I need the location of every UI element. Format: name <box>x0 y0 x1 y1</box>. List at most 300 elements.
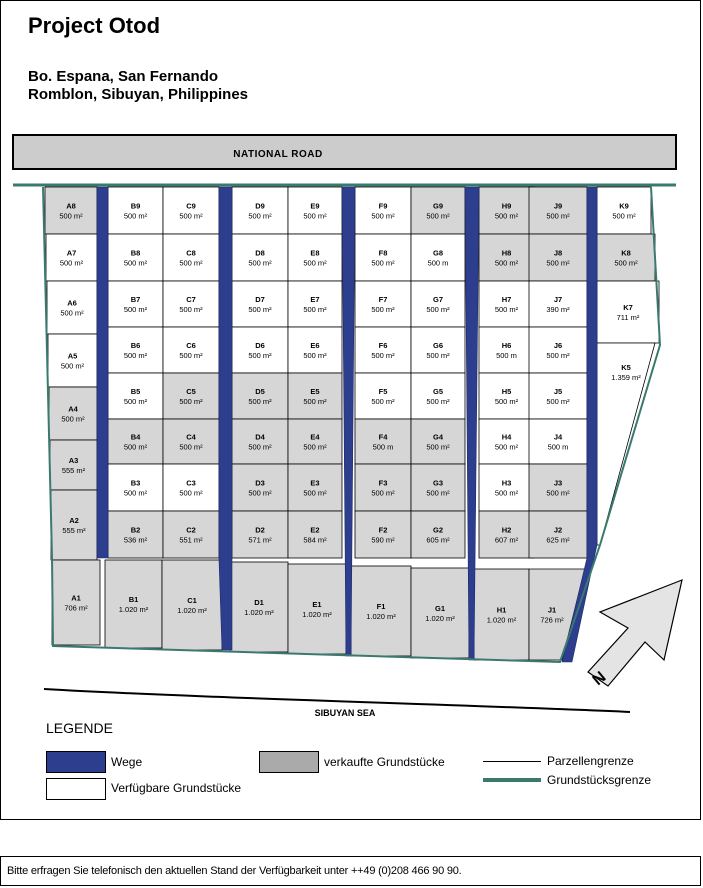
plot-area: 500 m² <box>371 211 395 221</box>
plot-f3 <box>355 464 411 511</box>
plot-id: H7 <box>501 295 512 304</box>
plot-shape <box>45 187 97 234</box>
plot-shape <box>288 327 342 373</box>
plot-id: F4 <box>378 432 388 442</box>
plot-id: G2 <box>432 525 444 535</box>
plot-shape <box>411 419 465 464</box>
plot-area: 500 m² <box>303 305 327 314</box>
plot-f9 <box>355 187 411 234</box>
plot-shape <box>288 464 342 511</box>
plot-area: 551 m² <box>179 535 203 545</box>
plot-j7 <box>529 281 587 327</box>
plot-id: A1 <box>71 593 81 603</box>
plot-area: 500 m² <box>546 351 570 360</box>
plot-shape <box>163 327 219 373</box>
plot-id: H8 <box>501 248 512 258</box>
plot-j9 <box>529 187 587 234</box>
plot-area: 625 m² <box>546 535 570 545</box>
plot-area: 500 m² <box>426 305 450 314</box>
plot-a7 <box>46 234 97 281</box>
plot-shape <box>529 327 587 373</box>
plot-shape <box>479 373 534 419</box>
plot-shape <box>411 464 465 511</box>
plot-shape <box>163 234 219 281</box>
plot-id: B7 <box>130 295 141 304</box>
plot-area: 500 m² <box>371 305 395 314</box>
plot-area: 500 m² <box>123 488 148 498</box>
plot-f7 <box>355 281 411 327</box>
plot-shape <box>108 234 163 281</box>
plot-c2 <box>163 511 219 558</box>
plot-area: 500 m² <box>123 258 148 268</box>
plot-area: 1.020 m² <box>118 605 149 614</box>
plot-e2 <box>288 511 342 558</box>
plot-area: 500 m² <box>303 258 327 268</box>
plot-c7 <box>163 281 219 327</box>
plot-a4 <box>49 387 97 440</box>
plot-id: B8 <box>130 248 141 258</box>
plot-id: K7 <box>623 303 633 312</box>
plot-shape <box>355 511 411 558</box>
plot-area: 500 m² <box>179 442 203 452</box>
plot-d1 <box>230 562 288 652</box>
plot-id: F1 <box>376 602 386 611</box>
plot-shape <box>355 373 411 419</box>
plot-a3 <box>50 440 97 490</box>
plot-id: G9 <box>432 201 444 211</box>
north-label: N <box>589 668 610 690</box>
plot-id: C7 <box>186 295 196 304</box>
plot-c5 <box>163 373 219 419</box>
plot-e4 <box>288 419 342 464</box>
plot-id: A4 <box>68 404 78 414</box>
plot-c3 <box>163 464 219 511</box>
plot-b2 <box>108 511 163 558</box>
plot-id: J4 <box>553 432 563 442</box>
location-line-1: Bo. Espana, San Fernando <box>28 68 219 85</box>
plot-c6 <box>163 327 219 373</box>
plot-id: B9 <box>130 201 141 211</box>
plot-d9 <box>232 187 288 234</box>
plot-b9 <box>108 187 163 234</box>
plot-area: 1.020 m² <box>302 610 332 619</box>
plot-shape <box>108 187 163 234</box>
plot-id: J5 <box>553 387 563 396</box>
plot-id: J1 <box>547 605 557 615</box>
plot-f2 <box>355 511 411 558</box>
plot-id: H9 <box>501 201 512 211</box>
plot-shape <box>411 511 465 558</box>
plot-id: H5 <box>501 387 512 396</box>
plot-id: F7 <box>378 295 388 304</box>
plot-shape <box>50 440 97 490</box>
plot-id: G1 <box>434 604 446 613</box>
plot-b3 <box>108 464 163 511</box>
plot-shape <box>288 234 342 281</box>
plot-shape <box>411 327 465 373</box>
legend-label-available: Verfügbare Grundstücke <box>111 781 242 795</box>
plot-shape <box>529 511 587 558</box>
plot-area: 500 m² <box>59 211 83 221</box>
plot-area: 500 m² <box>248 488 272 498</box>
national-road-label: NATIONAL ROAD <box>233 149 323 160</box>
plot-area: 500 m² <box>179 305 203 314</box>
plot-k8 <box>597 234 655 281</box>
plot-shape <box>355 327 411 373</box>
plot-id: E7 <box>310 295 320 304</box>
plot-k7 <box>597 281 659 343</box>
plot-shape <box>479 327 534 373</box>
plot-id: E1 <box>312 600 322 609</box>
plot-area: 500 m² <box>426 351 450 360</box>
plot-id: B2 <box>130 525 141 535</box>
plot-id: E8 <box>310 248 320 258</box>
plot-area: 584 m² <box>303 535 327 545</box>
access-path-1 <box>97 187 108 558</box>
plot-id: E2 <box>310 525 320 535</box>
plot-area: 500 m² <box>303 488 327 498</box>
plot-shape <box>411 281 465 327</box>
plot-area: 500 m² <box>426 488 450 498</box>
plot-id: G7 <box>432 295 444 304</box>
plot-h6 <box>479 327 534 373</box>
plot-id: F8 <box>378 248 388 258</box>
plot-area: 500 m² <box>546 211 570 221</box>
plot-shape <box>288 419 342 464</box>
page-title: Project Otod <box>28 13 161 38</box>
plot-id: F5 <box>378 387 388 396</box>
plot-id: B3 <box>130 478 141 488</box>
plot-area: 500 m² <box>612 211 636 221</box>
plot-d3 <box>232 464 288 511</box>
plot-area: 726 m² <box>540 615 564 625</box>
plot-id: G5 <box>432 387 444 396</box>
plot-id: A8 <box>66 201 76 211</box>
plot-area: 500 m² <box>371 351 395 360</box>
plot-id: E9 <box>310 201 320 211</box>
plot-g2 <box>411 511 465 558</box>
plot-shape <box>479 281 534 327</box>
plot-g4 <box>411 419 465 464</box>
plot-h1 <box>474 569 529 660</box>
plot-g7 <box>411 281 465 327</box>
plot-area: 500 m² <box>426 211 450 221</box>
location-line-2: Romblon, Sibuyan, Philippines <box>28 86 249 103</box>
plot-f8 <box>355 234 411 281</box>
plot-area: 500 m² <box>546 488 570 498</box>
plot-shape <box>108 464 163 511</box>
plot-e7 <box>288 281 342 327</box>
plot-h4 <box>479 419 534 464</box>
plot-a6 <box>47 281 97 334</box>
plot-area: 571 m² <box>248 535 272 545</box>
plot-id: J2 <box>553 525 563 535</box>
plot-id: A7 <box>66 248 77 258</box>
plot-area: 500 m² <box>494 397 519 406</box>
plot-area: 500 m² <box>248 305 272 314</box>
plot-id: C1 <box>187 596 197 605</box>
plot-shape <box>479 234 534 281</box>
plot-id: B4 <box>130 432 141 442</box>
plot-id: H3 <box>501 478 512 488</box>
plot-c8 <box>163 234 219 281</box>
plot-c1 <box>162 560 222 650</box>
plot-id: A2 <box>69 516 79 525</box>
plot-b7 <box>108 281 163 327</box>
plot-h9 <box>479 187 534 234</box>
plot-shape <box>597 187 651 234</box>
plot-shape <box>355 419 411 464</box>
plot-d4 <box>232 419 288 464</box>
plot-area: 500 m² <box>123 442 148 452</box>
plot-id: D1 <box>254 598 264 607</box>
plot-id: K9 <box>619 201 629 211</box>
plot-area: 500 m² <box>546 397 570 406</box>
plot-id: A5 <box>67 351 78 361</box>
plot-id: F6 <box>378 341 388 350</box>
plot-b5 <box>108 373 163 419</box>
plot-area: 1.359 m² <box>611 373 641 382</box>
plot-e6 <box>288 327 342 373</box>
plot-g6 <box>411 327 465 373</box>
plot-shape <box>597 281 659 343</box>
plot-shape <box>232 187 288 234</box>
national-road <box>13 135 676 169</box>
plot-shape <box>232 234 288 281</box>
plot-g8 <box>411 234 465 281</box>
legend-swatch-available <box>46 778 106 800</box>
plot-a1 <box>52 560 100 645</box>
plot-f6 <box>355 327 411 373</box>
plot-area: 1.020 m² <box>425 614 455 623</box>
plot-id: G8 <box>432 248 444 258</box>
plot-area: 500 m² <box>179 397 203 406</box>
plot-id: B6 <box>130 341 141 350</box>
plot-j4 <box>529 419 587 464</box>
plot-shape <box>105 560 162 648</box>
plot-area: 500 m² <box>61 414 85 424</box>
plot-id: G3 <box>432 478 444 488</box>
legend-swatch-paths <box>46 751 106 773</box>
plot-id: A6 <box>67 298 77 308</box>
plot-id: D2 <box>255 525 265 535</box>
plot-area: 500 m² <box>123 305 148 314</box>
legend-label-sold: verkaufte Grundstücke <box>324 755 445 769</box>
plot-area: 500 m² <box>179 351 203 360</box>
plot-shape <box>108 327 163 373</box>
plot-shape <box>355 234 411 281</box>
plot-shape <box>46 234 97 281</box>
plot-area: 500 m² <box>371 258 395 268</box>
plot-j8 <box>529 234 587 281</box>
plot-id: C9 <box>186 201 196 211</box>
plot-area: 500 m² <box>179 211 203 221</box>
plot-f5 <box>355 373 411 419</box>
plot-a8 <box>45 187 97 234</box>
plot-area: 500 m² <box>59 258 84 268</box>
plot-id: B5 <box>130 387 141 396</box>
plot-shape <box>529 187 587 234</box>
plot-area: 500 m² <box>371 488 395 498</box>
plot-shape <box>163 373 219 419</box>
plot-c4 <box>163 419 219 464</box>
plot-shape <box>230 562 288 652</box>
plot-id: J3 <box>553 478 563 488</box>
plot-f4 <box>355 419 411 464</box>
plot-id: A3 <box>68 456 79 465</box>
plot-c9 <box>163 187 219 234</box>
plot-shape <box>529 464 587 511</box>
plot-shape <box>163 511 219 558</box>
plot-id: G4 <box>432 432 444 442</box>
plot-area: 1.020 m² <box>486 615 517 625</box>
plot-g9 <box>411 187 465 234</box>
plot-e9 <box>288 187 342 234</box>
plot-shape <box>232 327 288 373</box>
plot-shape <box>351 566 411 656</box>
plot-g1 <box>411 568 469 658</box>
plot-b8 <box>108 234 163 281</box>
plot-h3 <box>479 464 534 511</box>
plot-area: 500 m² <box>426 442 450 452</box>
plot-shape <box>232 281 288 327</box>
plot-shape <box>108 373 163 419</box>
plot-area: 605 m² <box>426 535 450 545</box>
plot-area: 500 m² <box>494 488 519 498</box>
plot-id: C4 <box>186 432 196 442</box>
sea-label: SIBUYAN SEA <box>314 708 376 718</box>
plot-shape <box>529 373 587 419</box>
plot-e5 <box>288 373 342 419</box>
plot-area: 1.020 m² <box>244 608 274 617</box>
plot-area: 500 m² <box>60 361 85 371</box>
plot-area: 500 m² <box>123 351 148 360</box>
plot-shape <box>47 281 97 334</box>
plot-area: 500 m² <box>303 397 327 406</box>
plot-area: 500 m² <box>248 397 272 406</box>
legend-line-property-border <box>483 778 541 782</box>
plot-shape <box>411 234 465 281</box>
plot-b4 <box>108 419 163 464</box>
plot-id: H4 <box>501 432 512 442</box>
plot-area: 1.020 m² <box>366 612 396 621</box>
plot-f1 <box>351 566 411 656</box>
plot-d2 <box>232 511 288 558</box>
plot-area: 500 m² <box>426 397 450 406</box>
plot-area: 536 m² <box>123 535 148 545</box>
plot-id: F9 <box>378 201 388 211</box>
plot-shape <box>355 464 411 511</box>
plot-area: 500 m² <box>60 308 84 318</box>
plot-shape <box>48 334 97 387</box>
plot-e8 <box>288 234 342 281</box>
plot-j5 <box>529 373 587 419</box>
plot-id: D4 <box>255 432 265 442</box>
plot-id: B1 <box>128 595 139 604</box>
plot-h2 <box>479 511 534 558</box>
plot-id: C3 <box>186 478 196 488</box>
plot-id: J9 <box>553 201 563 211</box>
plot-id: C8 <box>186 248 196 258</box>
plot-shape <box>163 464 219 511</box>
plot-shape <box>355 281 411 327</box>
availability-footer: Bitte erfragen Sie telefonisch den aktuellen Stand der Verfügbarkeit unter ++49 (0)208 466 90 90. <box>0 856 701 886</box>
plot-id: E3 <box>310 478 320 488</box>
plot-id: E4 <box>310 432 320 442</box>
plot-shape <box>474 569 529 660</box>
plot-area: 500 m² <box>303 442 327 452</box>
plot-shape <box>411 373 465 419</box>
plot-area: 500 m² <box>371 397 395 406</box>
plot-shape <box>479 419 534 464</box>
plot-area: 500 m <box>372 442 394 452</box>
plot-shape <box>232 511 288 558</box>
plot-e1 <box>288 564 346 654</box>
plot-id: C2 <box>186 525 196 535</box>
plot-area: 500 m² <box>494 258 519 268</box>
plot-j6 <box>529 327 587 373</box>
plot-h8 <box>479 234 534 281</box>
plot-id: D5 <box>255 387 265 396</box>
plot-id: D7 <box>255 295 265 304</box>
plot-area: 706 m² <box>64 603 88 613</box>
plot-area: 500 m² <box>179 488 203 498</box>
plot-id: H1 <box>496 605 507 615</box>
plot-d5 <box>232 373 288 419</box>
plot-shape <box>232 464 288 511</box>
plot-id: J7 <box>553 295 563 304</box>
plot-d6 <box>232 327 288 373</box>
plot-area: 500 m <box>427 258 449 268</box>
plot-area: 500 m² <box>303 351 327 360</box>
plot-area: 500 m <box>547 442 569 452</box>
plot-area: 607 m² <box>494 535 519 545</box>
plot-shape <box>49 387 97 440</box>
plot-d7 <box>232 281 288 327</box>
plot-area: 500 m² <box>494 211 519 221</box>
plot-shape <box>163 419 219 464</box>
plot-area: 555 m² <box>62 526 86 535</box>
plot-shape <box>232 419 288 464</box>
plot-g5 <box>411 373 465 419</box>
plot-a2 <box>51 490 97 560</box>
plot-shape <box>355 187 411 234</box>
plot-shape <box>529 281 587 327</box>
plot-shape <box>529 419 587 464</box>
plot-id: J8 <box>553 248 563 258</box>
plot-shape <box>288 564 346 654</box>
plot-a5 <box>48 334 97 387</box>
plot-area: 711 m² <box>616 313 640 322</box>
plot-area: 500 m² <box>546 258 570 268</box>
plot-shape <box>411 568 469 658</box>
plot-area: 390 m² <box>546 305 570 314</box>
plot-area: 500 m² <box>248 442 272 452</box>
plot-shape <box>232 373 288 419</box>
plot-shape <box>479 511 534 558</box>
plot-id: K8 <box>621 248 631 258</box>
plot-area: 500 m² <box>494 305 519 314</box>
plot-shape <box>162 560 222 650</box>
plot-id: D8 <box>255 248 265 258</box>
plot-area: 500 m² <box>123 397 148 406</box>
access-path-2 <box>219 187 232 650</box>
plot-k9 <box>597 187 651 234</box>
legend-title: LEGENDE <box>46 720 113 736</box>
legend-line-parcel-border <box>483 761 541 762</box>
legend-label-parcel-border: Parzellengrenze <box>547 754 634 768</box>
north-arrow-icon <box>588 580 682 689</box>
